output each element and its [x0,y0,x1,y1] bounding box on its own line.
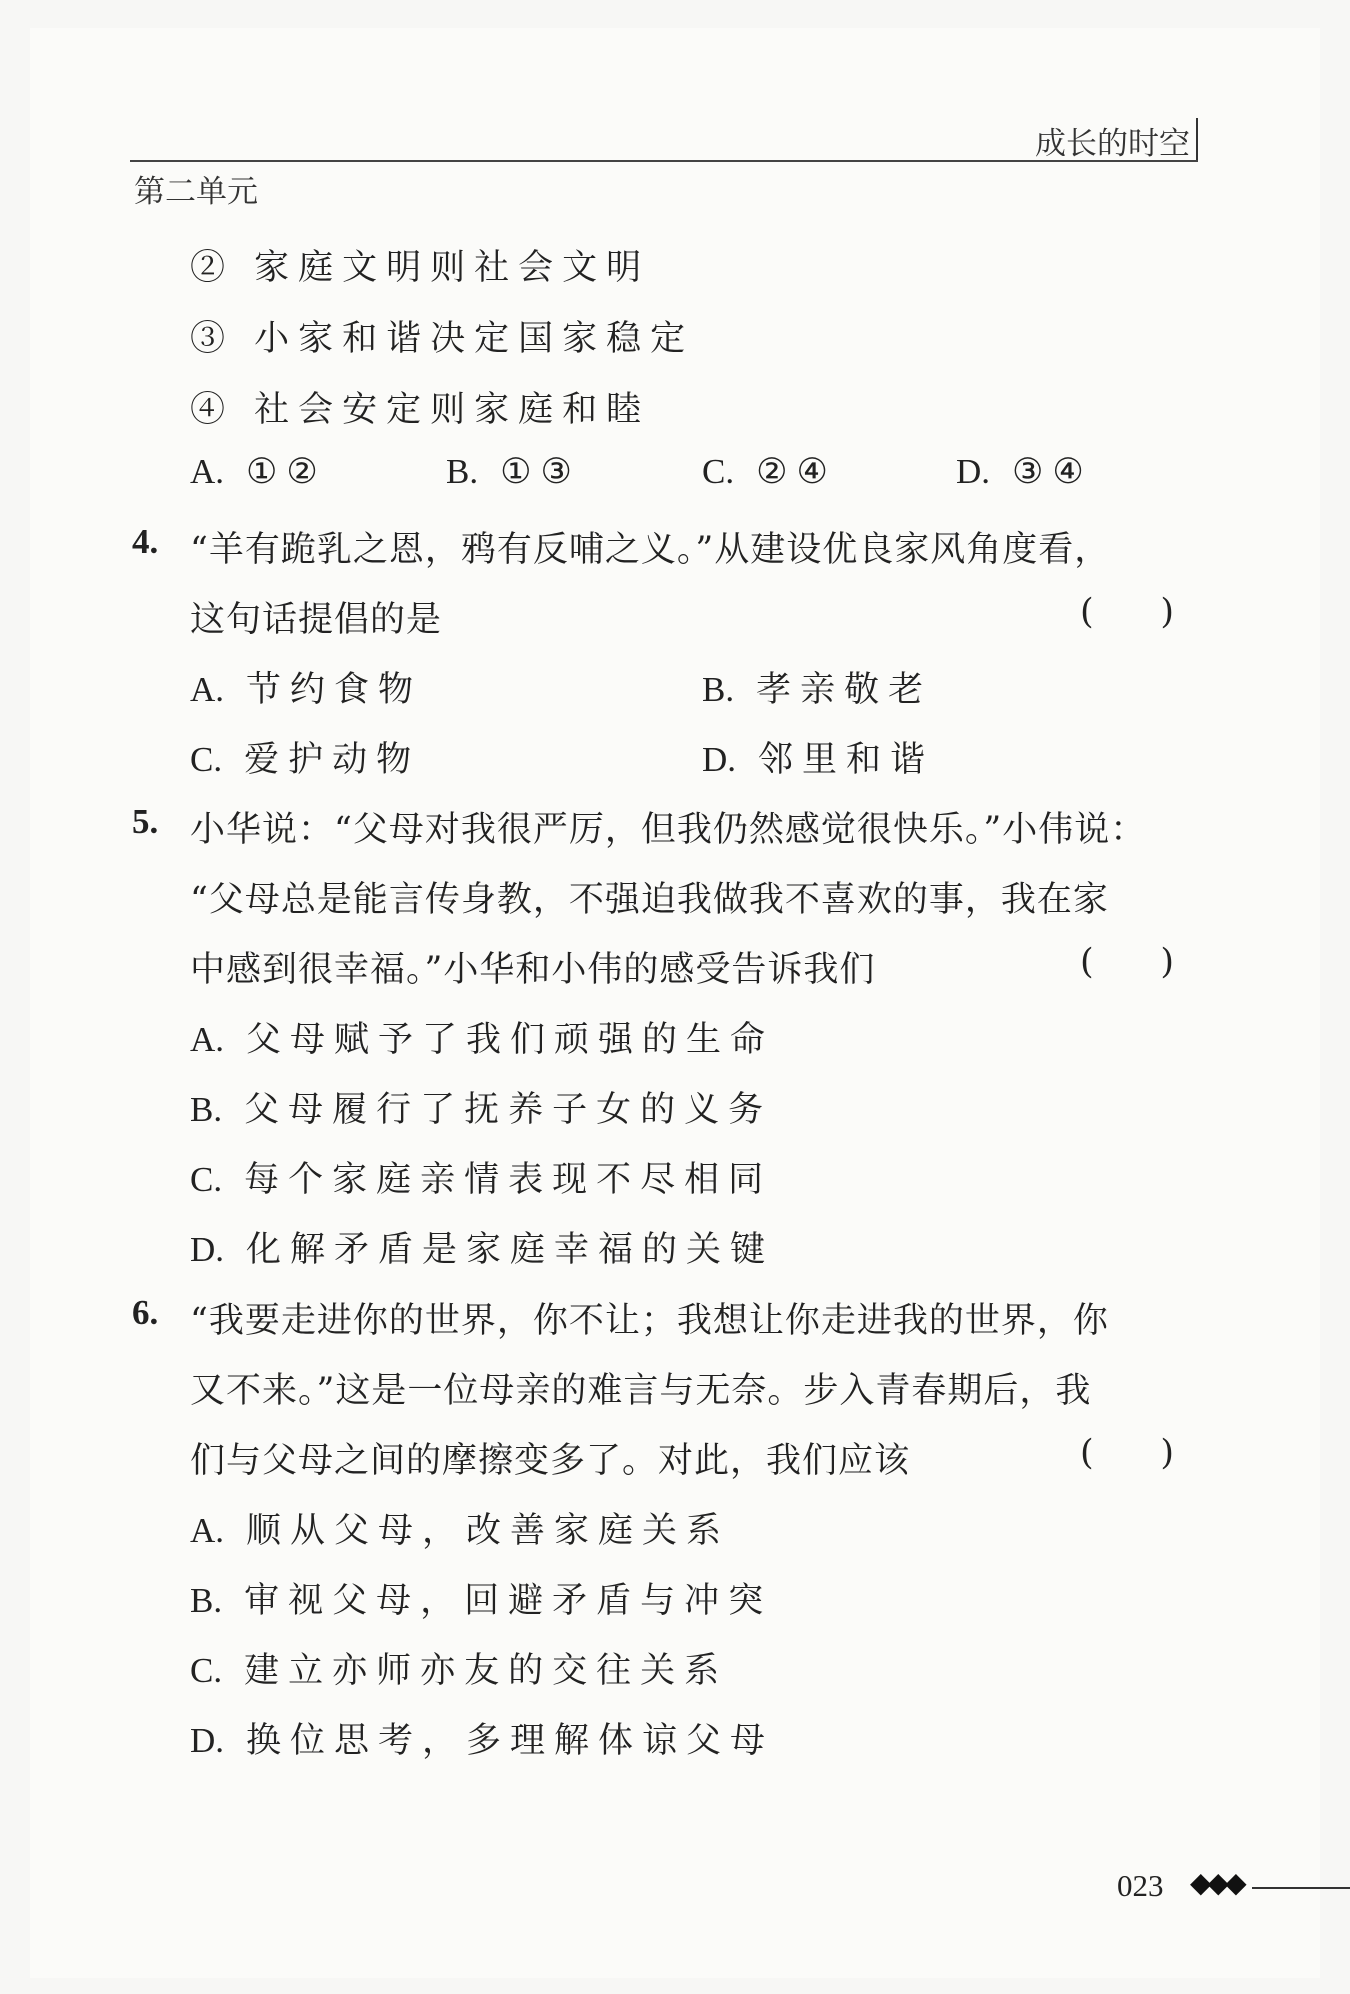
question-number: 5. [132,802,159,841]
header-divider-bar [1196,118,1198,160]
q3-option-a: A. ①② [190,452,327,492]
chapter-title: 成长的时空 [1035,126,1190,162]
q3-statement: ④ 社会安定则家庭和睦 [190,390,651,430]
question-text: 们与父母之间的摩擦变多了。对此，我们应该 [190,1441,911,1481]
footer-rule [1252,1887,1350,1889]
question-text: “羊有跪乳之恩，鸦有反哺之义。”从建设优良家风角度看， [190,530,1111,570]
question-number: 4. [132,522,159,561]
q6-option-b: B. 审视父母，回避矛盾与冲突 [190,1581,773,1621]
question-text: 这句话提倡的是 [190,600,443,640]
q3-statement: ③ 小家和谐决定国家稳定 [190,319,695,359]
answer-blank: ( ) [1080,942,1175,982]
q3-option-d: D. ③④ [956,452,1093,492]
question-text: “父母总是能言传身教，不强迫我做我不喜欢的事，我在家 [190,880,1109,920]
question-text: 中感到很幸福。”小华和小伟的感受告诉我们 [190,950,876,990]
answer-blank: ( ) [1080,592,1175,632]
answer-blank: ( ) [1080,1433,1175,1473]
q5-option-c: C. 每个家庭亲情表现不尽相同 [190,1160,773,1200]
q4-option-b: B. 孝亲敬老 [702,670,933,710]
header-rule [130,160,1198,162]
question-number: 6. [132,1293,159,1332]
q5-option-d: D. 化解矛盾是家庭幸福的关键 [190,1230,775,1270]
q4-option-c: C. 爱护动物 [190,740,421,780]
question-text: 又不来。”这是一位母亲的难言与无奈。步入青春期后，我 [190,1371,1092,1411]
q4-option-d: D. 邻里和谐 [702,740,935,780]
q3-option-c: C. ②④ [702,452,837,492]
q6-option-d: D. 换位思考，多理解体谅父母 [190,1721,775,1761]
question-text: 小华说：“父母对我很严厉，但我仍然感觉很快乐。”小伟说： [190,810,1147,850]
question-text: “我要走进你的世界，你不让；我想让你走进我的世界，你 [190,1301,1109,1341]
q5-option-a: A. 父母赋予了我们顽强的生命 [190,1020,775,1060]
diamond-ornament-icon: ◆◆◆ [1190,1866,1243,1899]
q3-statement: ② 家庭文明则社会文明 [190,248,651,288]
page-number: 023 [1117,1868,1164,1903]
q3-option-b: B. ①③ [446,452,581,492]
q6-option-c: C. 建立亦师亦友的交往关系 [190,1651,729,1691]
unit-label: 第二单元 [134,174,258,210]
q4-option-a: A. 节约食物 [190,670,423,710]
q5-option-b: B. 父母履行了抚养子女的义务 [190,1090,773,1130]
q6-option-a: A. 顺从父母，改善家庭关系 [190,1511,731,1551]
